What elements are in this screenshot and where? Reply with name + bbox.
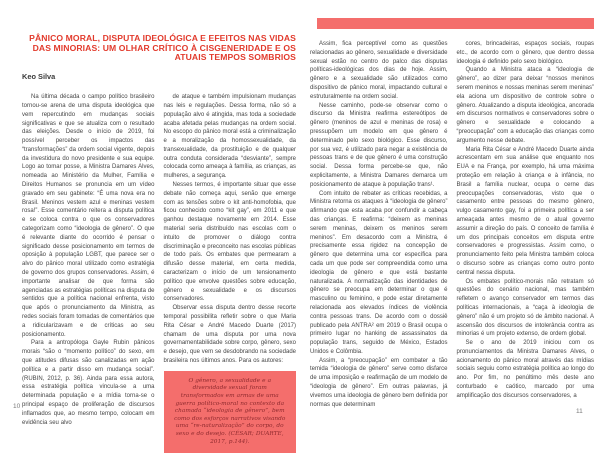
left-page-column-2 (164, 93, 297, 453)
body-paragraph: de ataque e também impulsionam mudanças nas leis e regulações. Dessa forma, não só a população alvo é atingida, mas toda a sociedade acaba afetada pelas mudanças na ordem social. No escopo do pânico moral está a criminalização e a moralização da homossexualidade, da transexualidade, da prostituição e de qualquer outra conduta considerada “desviante”, sempre colocada como ameaça à família, as crianças, as mulheres, a segurança. (163, 94, 296, 180)
article-title: PÂNICO MORAL, DISPUTA IDEOLÓGICA E EFEITOS NAS VIDAS DAS MINORIAS: UM OLHAR CRÍTICO À CISGENERIDADE E OS ATUAIS TEMPOS SOMBRIOS (29, 33, 296, 63)
page-left (22, 34, 296, 453)
body-paragraph: Com intuito de rebater as críticas recebidas, a Ministra retorna os ataques à “ideologia de gênero” afirmando que esta acaba por confundir a cabeça das crianças. E reafirma: “deixem as meninas serem meninas, deixem os meninos serem meninos”. Em desacordo com a Ministra, é precisamente essa rigidez na concepção de gênero que determina uma cor específica para cada um que pode ser compreendida como uma ideologia de gênero e que está bastante naturalizada. A normatização das identidades de gênero se preocupa em determinar o que é masculino ou feminino, e pode estar diretamente relacionada aos elevados índices de violência contra pessoas trans. De acordo com o dossiê publicado pela ANTRA² em 2019 o Brasil ocupa o primeiro lugar no hanking de assassinatos da população trans, seguido de México, Estados Unidos e Colômbia. (310, 190, 448, 355)
body-paragraph: Assim, fica perceptível como as questões relacionadas ao gênero, sexualidade e diversidade sexual estão no centro do palco das disputas políticas-ideológicas dos dias de hoje. Assim, gênero e a sexualidade são utilizados como dispositivo de pânico moral, impactando cultural e estruturalmente na ordem social. (310, 41, 448, 100)
page-number-right: 11 (576, 408, 583, 415)
left-page-columns (22, 93, 296, 453)
body-paragraph: Maria Rita César e André Macedo Duarte ainda acrescentam em sua análise que enquanto nos EUA e na França, por exemplo, há uma máxima proteção em relação à criança e à infância, no Brasil a família nuclear, ocupa o cerne das preocupações conservadoras, visto que o casamento entre pessoas do mesmo gênero, vulgo casamento gay, foi a primeira política a ser ameaçada antes mesmo de o atual governo assumir a direção do país. O conceito de família é um dos principais conceitos em disputa entre conservadores e progressistas. Assim como, o pronunciamento feito pela Ministra também coloca o discurso sobre as crianças como outro ponto central nessa disputa. (456, 146, 594, 276)
decorative-highlight-bar (317, 18, 594, 29)
author-name: Keo Silva (22, 72, 56, 82)
body-paragraph: Assim, a “preocupação” em combater a tão temida “ideologia de gênero” serve como disfarce de uma imposição e reafirmação de um modelo de “ideologia de gênero”. Em outras palavras, já vivemos uma ideologia de gênero bem definida por normas que determinam (310, 357, 448, 408)
body-paragraph: Para a antropóloga Gayle Rubin pânicos morais “são o “momento político” do sexo, em que atitudes difusas são canalizadas em ação política e a partir disso em mudança social”. (RUBIN, 2012, p. 36). Ainda para essa autora, essa estratégia política vincula-se a uma determinada população e a mídia torna-se o principal espaço de proliferação de discursos inflamados que, ao mesmo tempo, colocam em evidência seu alvo (22, 340, 155, 426)
body-paragraph: Nesses termos, é importante situar que esse debate não começa aqui, senão que emerge com as tensões sobre o kit anti-homofobia, que ficou conhecido como “kit gay”, em 2011 e que ganhou destaque novamente em 2014. Esse material seria distribuído nas escolas com o intuito de promover o diálogo contra discriminação e preconceito nas escolas públicas de todo país. Os embates que permearam a difusão desse material, em certa medida, caracterizam o início de um tensionamento político que envolve questões sobre educação, gênero e sexualidade e os discursos conservadores. (163, 182, 296, 303)
body-paragraph: Nesse caminho, pode-se observar como o discurso da Ministra reafirma estereótipos de gênero (meninos de azul e meninas de rosa) e pressupõem um modelo em que gênero é determinado pelo sexo biológico. Esse discurso, por sua vez, é utilizado para negar a existência de pessoas trans e de que gênero é uma construção social. Dessa forma percebe-se que, não explicitamente, a Ministra Damares demarca um posicionamento de ataque à população trans¹. (310, 102, 448, 188)
right-page-column-2 (457, 40, 595, 409)
quote-block (164, 371, 297, 453)
page-number-left: 10 (13, 403, 21, 410)
quote-text: O gênero, a sexualidade e a diversidade sexual foram transformados em armas de uma guerra político-moral no contexto da chamada “ideologia de gênero”, bem como dos esforços narrativos visando uma “re-naturalização” do corpo, do sexo e do desejo. (CÉSAR; DUARTE, 2017, p.144). (174, 377, 286, 445)
page-right (310, 18, 594, 409)
right-page-columns (310, 40, 594, 409)
body-paragraph: Na última década o campo político brasileiro tornou-se arena de uma disputa ideológica que vem repercutindo em mudanças sociais significativas e que se atualiza com o resultado das eleições. Desde o início de 2019, foi possível perceber os impactos das “transformações” da ordem social vigente, depois da investidura do novo presidente e sua equipe. Logo ao tomar posse, a Ministra Damares Alves, nomeada ao Ministério da Mulher, Família e Direitos Humanos se pronuncia em um vídeo gravado em seu gabinete: “É uma nova era no Brasil. Meninos vestem azul e meninas vestem rosa!”. Esse comentário reitera a disputa política e se coloca contra o que os conservadores categorizam como “ideologia de gênero”. O que é relevante diante do ocorrido é pensar o significado desse posicionamento em termos de oposição à população LGBT, que parece ser o alvo do pânico moral utilizado como estratégia de governo dos grupos conservadores. Assim, é importante analisar de que forma são agenciadas as estratégias políticas na disputa de sentidos que a política nacional enfrenta, visto que após o pronunciamento da Ministra, as redes sociais foram tomadas de comentários que a ridicularizavam e de críticas ao seu posicionamento. (22, 94, 155, 338)
body-paragraph: Se o ano de 2019 iniciou com os pronunciamentos da Ministra Damares Alves, o acionamento do pânico moral através das mídias sociais seguiu como estratégia política ao longo do ano. Por fim, no penúltimo mês deste ano conturbado e caótico, marcado por uma amplificação dos discursos conservadores, a (456, 340, 594, 399)
body-paragraph: Observar essa disputa dentro desse recorte temporal possibilita refletir sobre o que Maria Rita César e André Macedo Duarte (2017) chamam de uma disputa por uma nova governamentabilidade sobre corpo, gênero, sexo e desejo, que vem se desdobrando na sociedade brasileira nos últimos anos. Para os autores: (163, 305, 296, 365)
body-paragraph: Quando a Ministra ataca a “ideologia de gênero”, ao dizer para deixar “nossos meninos serem meninos e nossas meninas serem meninas” ela aciona um dispositivo de controle sobre o gênero. Atualizando a disputa ideológica, ancorada em discursos normativos e conservadores sobre o gênero e sexualidade e colocando a “preocupação” com a educação das crianças como argumento nesse debate. (456, 67, 594, 144)
left-page-column-1 (22, 93, 155, 453)
body-paragraph: cores, brincadeiras, espaços sociais, roupas etc., de acordo com o gênero, que dentro dessa ideologia é definido pelo sexo biológico. (456, 41, 594, 65)
right-page-column-1 (310, 40, 448, 409)
body-paragraph: Os embates político-morais não retratam só questões do cenário nacional, mas também refletem o avanço conservador em termos das políticas internacionais, a “caça à ideologia de gênero” não é um projeto só de âmbito nacional. A ascensão dos discursos de intolerância contra as minorias é um projeto extenso, de ordem global. (456, 278, 594, 338)
